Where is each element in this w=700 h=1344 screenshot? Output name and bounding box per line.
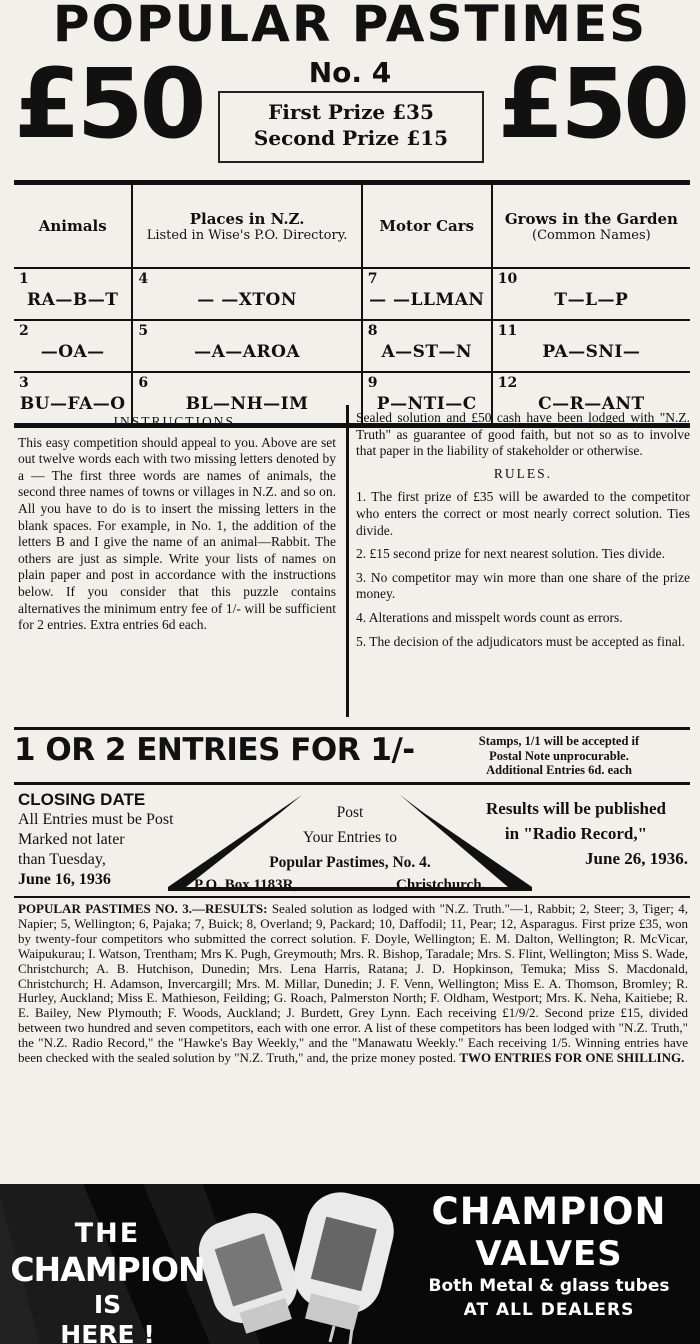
ad-tagline: Both Metal & glass tubes bbox=[428, 1276, 670, 1296]
prize-box bbox=[218, 91, 484, 163]
ad-left-slogan: THE CHAMPION IS HERE ! bbox=[10, 1218, 205, 1344]
rule-item: 1. The first prize of £35 will be awarded to the competitor who enters the correct or most nearly correct solution. Ties divide. bbox=[356, 489, 690, 538]
entries-headline: 1 OR 2 ENTRIES FOR 1/- bbox=[14, 732, 415, 768]
first-prize: First Prize £35 bbox=[268, 100, 434, 124]
results-body: Sealed solution as lodged with "N.Z. Truth."—1, Rabbit; 2, Steer; 3, Tiger; 4, Napier; 5, Wellington; 6, Pajaka; 7, Buick; 8, Overland; 9, Packard; 10, Daffodil; 11, Pear; 12, Asparagus. First prize £35, won by twenty-four competitors who submitted the correct solution. F. Doyle, Wellington; E. M. Dalton, Wellington; R. McVicar, Waipukurau; I. Watson, Trentham; Mrs K. Pugh, Greymouth; Mrs. R. Bishop, Taradale; Mrs. S. Flint, Wellington; Miss S. Wade, Christchurch; A. B. Hutchison, Dunedin; Mrs. Lena Harris, Ratana; J. D. Hopkinson, Temuka; Miss S. Macdonald, Christchurch; H. Adamson, Invercargill; Mrs. M. Millar, Dunedin; J. F. Venn, Wellington; Miss E. A. Thomson, Bromley; R. Hurley, Auckland; Miss E. Mathieson, Feilding; G. Roach, Palmerston North; F. Oldham, Westport; Mrs. K. Neha, Kaitiebe; R. E. Bailey, New Plymouth; F. Woods, Auckland; J. Burdett, Grey Lynn. Each receiving £1/9/2. Second prize £15, divided between two hundred and seven competitors, each with one error. A list of these competitors has been lodged with "N.Z. Truth," the "N.Z. Radio Record," the "Hawke's Bay Weekly," and the "Manawatu Weekly." Each receiving 1/5. Winning entries have been checked with the sealed solution by "N.Z. Truth," and, the prize money posted. bbox=[18, 901, 688, 1066]
second-prize: Second Prize £15 bbox=[253, 126, 449, 150]
puzzle-cell: 9 P—NTI—C bbox=[362, 372, 492, 424]
rule-item: 2. £15 second prize for next nearest solution. Ties divide. bbox=[356, 546, 665, 562]
section-divider bbox=[14, 896, 690, 898]
puzzle-cell: 7 — —LLMAN bbox=[362, 268, 492, 320]
puzzle-grid bbox=[14, 180, 690, 428]
puzzle-cell: 12 C—R—ANT bbox=[492, 372, 690, 424]
stamps-note: Stamps, 1/1 will be accepted if Postal Note unprocurable. Additional Entries 6d. each bbox=[478, 734, 640, 777]
prize-amount-right: £50 bbox=[497, 48, 686, 160]
puzzle-cell: 3 BU—FA—O bbox=[14, 372, 132, 424]
closing-date-title: CLOSING DATE bbox=[18, 790, 146, 809]
previous-results bbox=[18, 902, 688, 1066]
puzzle-cell: 11 PA—SNI— bbox=[492, 320, 690, 372]
column-header: Animals bbox=[14, 185, 132, 268]
results-lead: POPULAR PASTIMES NO. 3.—RESULTS: bbox=[18, 901, 268, 916]
rule-item: 5. The decision of the adjudicators must be accepted as final. bbox=[356, 633, 685, 649]
rule-item: 4. Alterations and misspelt words count as errors. bbox=[356, 609, 623, 625]
column-divider bbox=[346, 405, 349, 717]
results-publication: Results will be published in "Radio Record," June 26, 1936. bbox=[486, 799, 688, 868]
puzzle-cell: 2 —OA— bbox=[14, 320, 132, 372]
puzzle-cell: 10 T—L—P bbox=[492, 268, 690, 320]
post-instructions: Post Your Entries to Popular Pastimes, No. 4. bbox=[269, 804, 431, 871]
issue-number: No. 4 bbox=[308, 56, 392, 89]
ad-brand: CHAMPION bbox=[431, 1190, 667, 1233]
puzzle-cell: 6 BL—NH—IM bbox=[132, 372, 361, 424]
valve-tube-icon bbox=[287, 1185, 401, 1344]
sealed-solution-note: Sealed solution and £50 cash have been lodged with "N.Z. Truth" as guarantee of good faith, but not so as to involve that paper in the liability of stakeholder or otherwise. bbox=[356, 410, 690, 459]
champion-valves-ad bbox=[0, 1176, 700, 1344]
ad-product: VALVES bbox=[475, 1234, 623, 1274]
instructions bbox=[18, 414, 336, 634]
results-tail: TWO ENTRIES FOR ONE SHILLING. bbox=[459, 1050, 685, 1066]
rules-column bbox=[356, 410, 690, 650]
puzzle-cell: 4 — —XTON bbox=[132, 268, 361, 320]
instructions-body: This easy competition should appeal to you. Above are set out twelve words each with two missing letters denoted by a — The first three words are names of animals, the second three names of towns or villages in N.Z. and so on. All you have to do is to insert the missing letters in the blank spaces. For example, in No. 1, the addition of the letters B and I give the name of an animal—Rabbit. The others are just as simple. Write your lists of names on plain paper and post in accordance with the instructions below. If you consider that this puzzle contains alternatives the minimum entry fee of 1/- will be sufficient for 2 entries. Extra entries 6d each. bbox=[18, 434, 336, 633]
column-header: Places in N.Z. Listed in Wise's P.O. Directory. bbox=[132, 185, 361, 268]
puzzle-cell: 5 —A—AROA bbox=[132, 320, 361, 372]
puzzle-cell: 8 A—ST—N bbox=[362, 320, 492, 372]
page-title: POPULAR PASTIMES bbox=[52, 0, 648, 53]
instructions-heading: INSTRUCTIONS. bbox=[113, 414, 241, 429]
puzzle-cell: 1 RA—B—T bbox=[14, 268, 132, 320]
column-header: Grows in the Garden (Common Names) bbox=[492, 185, 690, 268]
ad-right-slogan bbox=[398, 1190, 700, 1322]
ad-dealers: AT ALL DEALERS bbox=[463, 1300, 635, 1320]
rules-heading: RULES. bbox=[493, 465, 553, 481]
closing-date: CLOSING DATE All Entries must be Post Marked not later than Tuesday, June 16, 1936 bbox=[18, 790, 248, 890]
entries-banner bbox=[14, 727, 690, 785]
column-header: Motor Cars bbox=[362, 185, 492, 268]
prize-amount-left: £50 bbox=[14, 48, 203, 160]
rule-item: 3. No competitor may win more than one share of the prize money. bbox=[356, 569, 690, 602]
